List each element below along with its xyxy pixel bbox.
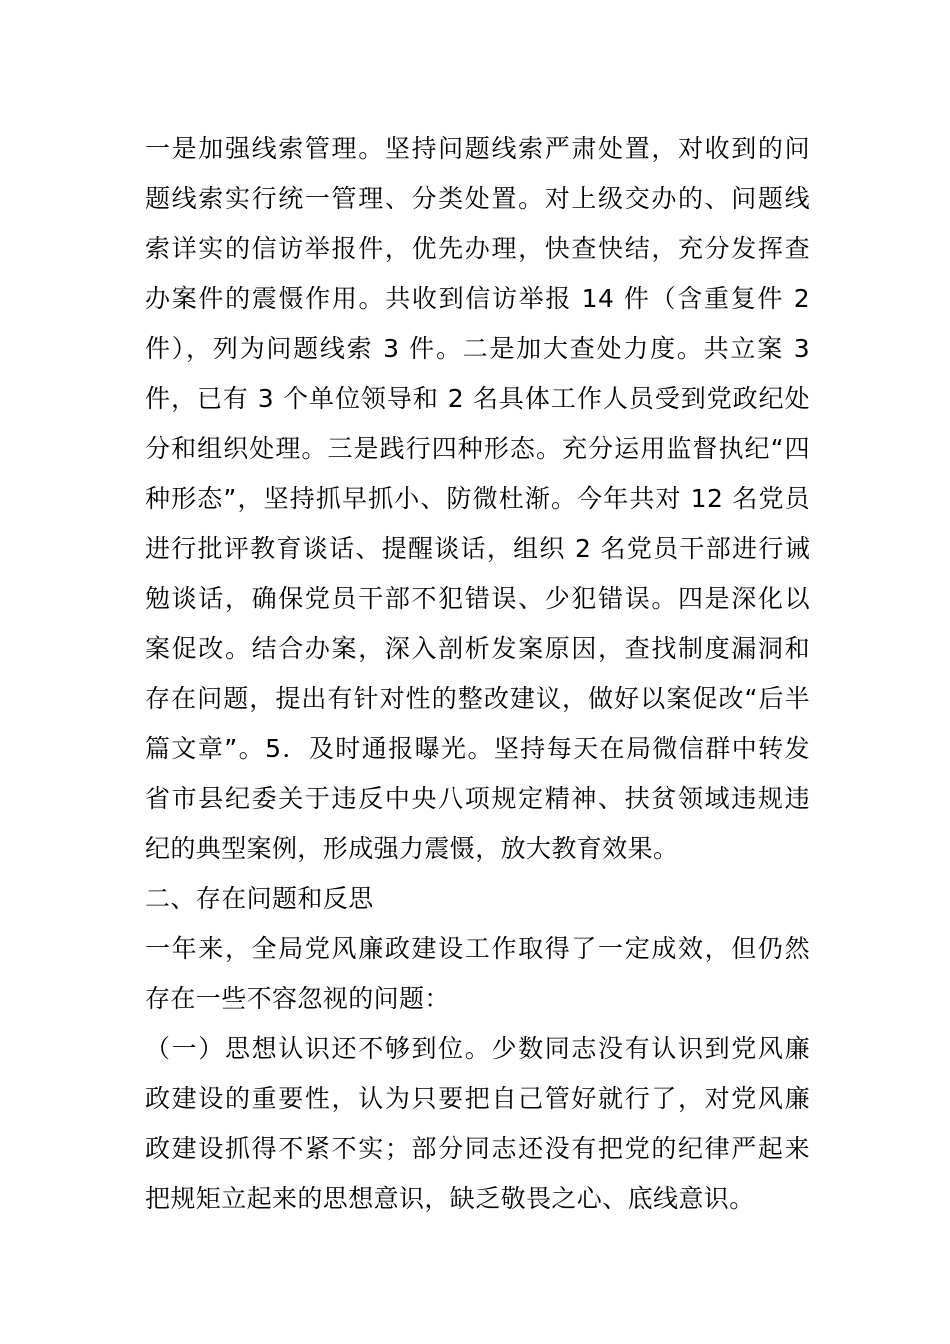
text-line: （一）思想认识还不够到位。少数同志没有认识到党风廉 bbox=[145, 1034, 810, 1063]
text-line: 题线索实行统一管理、分类处置。对上级交办的、问题线 bbox=[145, 184, 810, 213]
text-line: 政建设的重要性，认为只要把自己管好就行了，对党风廉 bbox=[145, 1084, 810, 1113]
text-line: 件，已有 3 个单位领导和 2 名具体工作人员受到党政纪处 bbox=[145, 384, 810, 413]
paragraph-problem-1 bbox=[145, 1024, 810, 1224]
text-line: 勉谈话，确保党员干部不犯错误、少犯错误。四是深化以 bbox=[145, 584, 810, 613]
text-line: 索详实的信访举报件，优先办理，快查快结，充分发挥查 bbox=[145, 234, 810, 263]
text-line: 办案件的震慑作用。共收到信访举报 14 件（含重复件 2 bbox=[145, 284, 810, 313]
text-line: 案促改。结合办案，深入剖析发案原因，查找制度漏洞和 bbox=[145, 634, 810, 663]
text-line: 分和组织处理。三是践行四种形态。充分运用监督执纪“四 bbox=[145, 434, 810, 463]
text-line: 政建设抓得不紧不实；部分同志还没有把党的纪律严起来 bbox=[145, 1134, 810, 1163]
section-heading bbox=[145, 874, 810, 924]
text-line: 一年来，全局党风廉政建设工作取得了一定成效，但仍然 bbox=[145, 934, 810, 963]
text-line: 把规矩立起来的思想意识，缺乏敬畏之心、底线意识。 bbox=[145, 1184, 755, 1213]
text-line: 省市县纪委关于违反中央八项规定精神、扶贫领域违规违 bbox=[145, 784, 810, 813]
text-line: 件），列为问题线索 3 件。二是加大查处力度。共立案 3 bbox=[145, 334, 810, 363]
text-line: 进行批评教育谈话、提醒谈话，组织 2 名党员干部进行诫 bbox=[145, 534, 810, 563]
text-line: 存在一些不容忽视的问题： bbox=[145, 984, 450, 1013]
heading-text: 二、存在问题和反思 bbox=[145, 884, 374, 913]
text-line: 存在问题，提出有针对性的整改建议，做好以案促改“后半 bbox=[145, 684, 810, 713]
text-line: 一是加强线索管理。坚持问题线索严肃处置，对收到的问 bbox=[145, 134, 810, 163]
text-line: 篇文章”。5．及时通报曝光。坚持每天在局微信群中转发 bbox=[145, 734, 810, 763]
text-line: 种形态”，坚持抓早抓小、防微杜渐。今年共对 12 名党员 bbox=[145, 484, 810, 513]
document-page bbox=[145, 124, 810, 1224]
paragraph-measures bbox=[145, 124, 810, 874]
text-line: 纪的典型案例，形成强力震慑，放大教育效果。 bbox=[145, 834, 679, 863]
paragraph-intro bbox=[145, 924, 810, 1024]
